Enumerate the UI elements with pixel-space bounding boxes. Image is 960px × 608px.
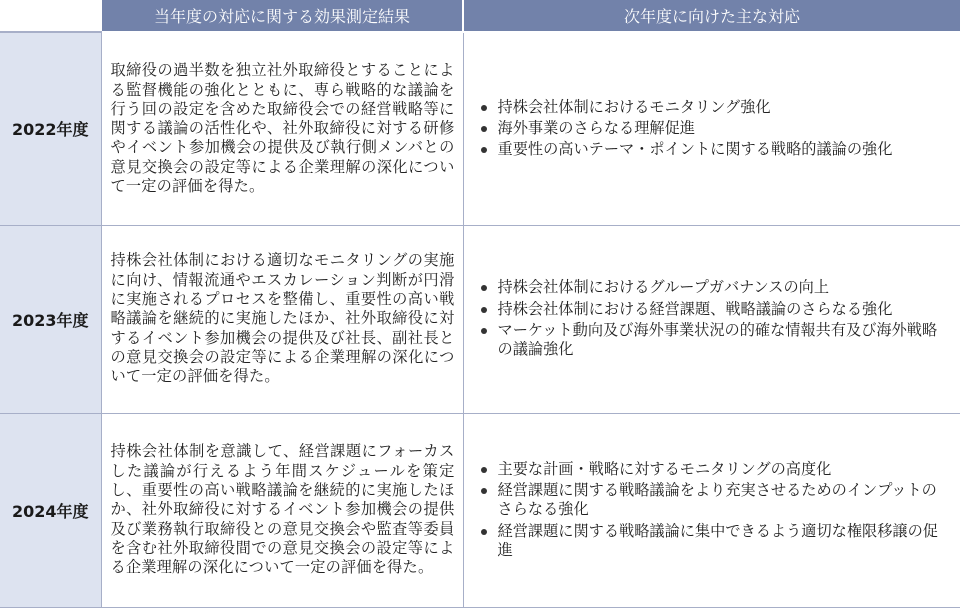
table-header-row	[0, 0, 960, 32]
bullet-icon	[481, 147, 487, 153]
list-item	[478, 481, 945, 520]
next-actions-list	[478, 98, 945, 160]
list-item	[478, 278, 945, 297]
list-item-text: 海外事業のさらなる理解促進	[497, 119, 695, 138]
list-item	[478, 300, 945, 319]
year-cell: 2022年度	[0, 32, 101, 225]
table-row	[0, 32, 960, 225]
next-actions-cell	[463, 32, 960, 225]
bullet-icon	[481, 307, 487, 313]
year-cell: 2024年度	[0, 413, 101, 607]
table-row	[0, 225, 960, 413]
next-actions-list	[478, 460, 945, 560]
next-actions-list	[478, 278, 945, 359]
next-actions-cell	[463, 225, 960, 413]
list-item-text: 持株会社体制におけるモニタリング強化	[497, 97, 771, 116]
header-results: 当年度の対応に関する効果測定結果	[101, 0, 463, 32]
list-item-text: 持株会社体制におけるグループガバナンスの向上	[497, 278, 830, 297]
year-cell: 2023年度	[0, 225, 101, 413]
list-item	[478, 522, 945, 561]
bullet-icon	[481, 126, 487, 132]
results-cell: 持株会社体制を意識して、経営課題にフォーカスした議論が行えるよう年間スケジュールを策定し、重要性の高い戦略議論を継続的に実施したほか、社外取締役に対するイベント参加機会の提供及び業務執行取締役との意見交換会や監査等委員を含む社外取締役間での意見交換会の設定等による企業理解の深化について一定の評価を得た。	[101, 413, 463, 607]
list-item	[478, 321, 945, 360]
list-item	[478, 140, 945, 159]
list-item	[478, 98, 945, 117]
list-item	[478, 460, 945, 479]
list-item	[478, 119, 945, 138]
next-actions-cell	[463, 413, 960, 607]
bullet-icon	[481, 105, 487, 111]
header-corner-cell	[0, 0, 101, 32]
list-item-text: 重要性の高いテーマ・ポイントに関する戦略的議論の強化	[497, 140, 893, 159]
list-item-text: 経営課題に関する戦略議論をより充実させるためのインプットのさらなる強化	[497, 481, 937, 519]
list-item-text: マーケット動向及び海外事業状況の的確な情報共有及び海外戦略の議論強化	[497, 321, 938, 359]
table-row	[0, 413, 960, 607]
bullet-icon	[481, 488, 487, 494]
list-item-text: 持株会社体制における経営課題、戦略議論のさらなる強化	[497, 299, 893, 318]
results-cell: 持株会社体制における適切なモニタリングの実施に向け、情報流通やエスカレーション判断が円滑に実施されるプロセスを整備し、重要性の高い戦略議論を継続的に実施したほか、社外取締役に対するイベント参加機会の提供及び社長、副社長との意見交換会の設定等による企業理解の深化について一定の評価を得た。	[101, 225, 463, 413]
list-item-text: 主要な計画・戦略に対するモニタリングの高度化	[497, 459, 832, 478]
bullet-icon	[481, 285, 487, 291]
bullet-icon	[481, 467, 487, 473]
bullet-icon	[481, 328, 487, 334]
header-next-actions: 次年度に向けた主な対応	[463, 0, 960, 32]
list-item-text: 経営課題に関する戦略議論に集中できるよう適切な権限移譲の促進	[497, 521, 938, 559]
bullet-icon	[481, 529, 487, 535]
results-cell: 取締役の過半数を独立社外取締役とすることによる監督機能の強化とともに、専ら戦略的な議論を行う回の設定を含めた取締役会での経営戦略等に関する議論の活性化や、社外取締役に対する研修やイベント参加機会の提供及び執行側メンバとの意見交換会の設定等による企業理解の深化について一定の評価を得た。	[101, 32, 463, 225]
